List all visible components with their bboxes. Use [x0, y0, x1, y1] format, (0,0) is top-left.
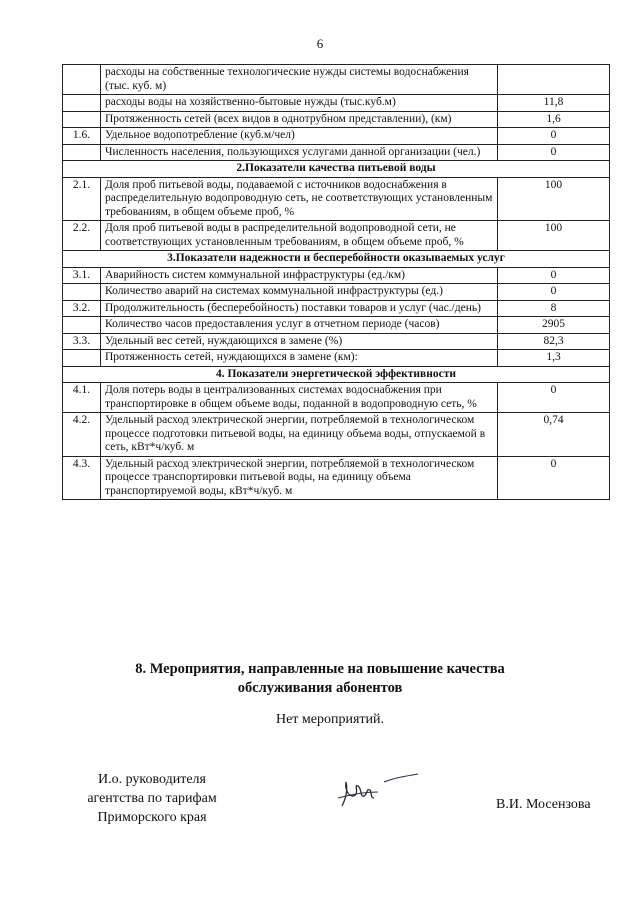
table-row [63, 284, 610, 301]
table-row [63, 111, 610, 128]
table-row [63, 65, 610, 95]
indicator-name: расходы воды на хозяйственно-бытовые нужды (тыс.куб.м) [101, 95, 498, 112]
indicator-value: 1,3 [498, 350, 610, 367]
indicator-value: 8 [498, 300, 610, 317]
section-heading [0, 660, 640, 698]
row-number [63, 144, 101, 161]
row-number: 2.2. [63, 221, 101, 251]
row-number [63, 111, 101, 128]
indicator-name: Доля проб питьевой воды, подаваемой с источников водоснабжения в распределительную водопроводную сеть, не соответствующих установленным требованиям, в общем объеме проб, % [101, 177, 498, 221]
indicator-name: Удельный расход электрической энергии, потребляемой в технологическом процессе транспортировки питьевой воды, на единицу объема транспортируемой воды, кВт*ч/куб. м [101, 456, 498, 500]
row-number [63, 284, 101, 301]
row-number: 1.6. [63, 128, 101, 145]
indicator-value: 0 [498, 284, 610, 301]
section-title: 3.Показатели надежности и бесперебойности оказываемых услуг [63, 251, 610, 268]
indicator-value: 2905 [498, 317, 610, 334]
table-row [63, 456, 610, 500]
indicator-value: 82,3 [498, 333, 610, 350]
no-events-text: Нет мероприятий. [275, 712, 385, 727]
indicator-value: 0 [498, 267, 610, 284]
table-row [63, 333, 610, 350]
indicator-name: Доля проб питьевой воды в распределительной водопроводной сети, не соответствующих установленным требованиям, в общем объеме проб, % [101, 221, 498, 251]
indicator-name: Удельное водопотребление (куб.м/чел) [101, 128, 498, 145]
table-row [63, 177, 610, 221]
row-number: 2.1. [63, 177, 101, 221]
indicator-name: Продолжительность (бесперебойность) поставки товаров и услуг (час./день) [101, 300, 498, 317]
indicator-value: 11,8 [498, 95, 610, 112]
table-row [63, 95, 610, 112]
indicator-name: Аварийность систем коммунальной инфраструктуры (ед./км) [101, 267, 498, 284]
indicator-name: Удельный вес сетей, нуждающихся в замене (%) [101, 333, 498, 350]
indicator-value: 0 [498, 128, 610, 145]
indicator-name: Протяженность сетей (всех видов в однотрубном представлении), (км) [101, 111, 498, 128]
section-row [63, 161, 610, 178]
row-number: 3.3. [63, 333, 101, 350]
indicator-value: 100 [498, 221, 610, 251]
indicator-name: расходы на собственные технологические нужды системы водоснабжения (тыс. куб. м) [101, 65, 498, 95]
table-row [63, 300, 610, 317]
section-title: 4. Показатели энергетической эффективности [63, 366, 610, 383]
table-row [63, 144, 610, 161]
indicators-table [62, 64, 610, 500]
indicator-name: Количество аварий на системах коммунальной инфраструктуры (ед.) [101, 284, 498, 301]
section-row [63, 251, 610, 268]
row-number [63, 95, 101, 112]
indicator-value: 0,74 [498, 413, 610, 457]
indicator-value: 100 [498, 177, 610, 221]
indicator-value: 0 [498, 456, 610, 500]
table-row [63, 267, 610, 284]
section-heading-line-2: обслуживания абонентов [237, 680, 403, 696]
signer-role-line-2: агентства по тарифам [87, 791, 217, 806]
indicator-name: Протяженность сетей, нуждающихся в замене (км): [101, 350, 498, 367]
table-row [63, 350, 610, 367]
table-row [63, 128, 610, 145]
section-row [63, 366, 610, 383]
row-number [63, 350, 101, 367]
indicator-name: Удельный расход электрической энергии, потребляемой в технологическом процессе подготовки питьевой воды, на единицу объема воды, отпускаемой в сеть, кВт*ч/куб. м [101, 413, 498, 457]
indicator-name: Доля потерь воды в централизованных системах водоснабжения при транспортировке в общем объеме воды, поданной в водопроводную сеть, % [101, 383, 498, 413]
row-number: 4.2. [63, 413, 101, 457]
row-number: 3.2. [63, 300, 101, 317]
signer-name: В.И. Мосензова [496, 797, 591, 812]
indicator-value: 0 [498, 144, 610, 161]
section-heading-line-1: 8. Мероприятия, направленные на повышение качества [135, 661, 505, 677]
row-number: 3.1. [63, 267, 101, 284]
table-row [63, 383, 610, 413]
table-row [63, 413, 610, 457]
row-number [63, 317, 101, 334]
handwritten-signature [334, 768, 424, 818]
row-number: 4.3. [63, 456, 101, 500]
section-title: 2.Показатели качества питьевой воды [63, 161, 610, 178]
table-row [63, 221, 610, 251]
indicators-table-body [63, 65, 610, 500]
row-number: 4.1. [63, 383, 101, 413]
indicator-name: Количество часов предоставления услуг в отчетном периоде (часов) [101, 317, 498, 334]
indicator-value: 1,6 [498, 111, 610, 128]
indicator-value: 0 [498, 383, 610, 413]
page-number: 6 [316, 36, 324, 51]
signer-role-line-1: И.о. руководителя [97, 772, 206, 787]
indicator-name: Численность населения, пользующихся услугами данной организации (чел.) [101, 144, 498, 161]
table-row [63, 317, 610, 334]
row-number [63, 65, 101, 95]
signer-role-line-3: Приморского края [97, 810, 207, 825]
indicator-value [498, 65, 610, 95]
signer-role [72, 770, 232, 827]
